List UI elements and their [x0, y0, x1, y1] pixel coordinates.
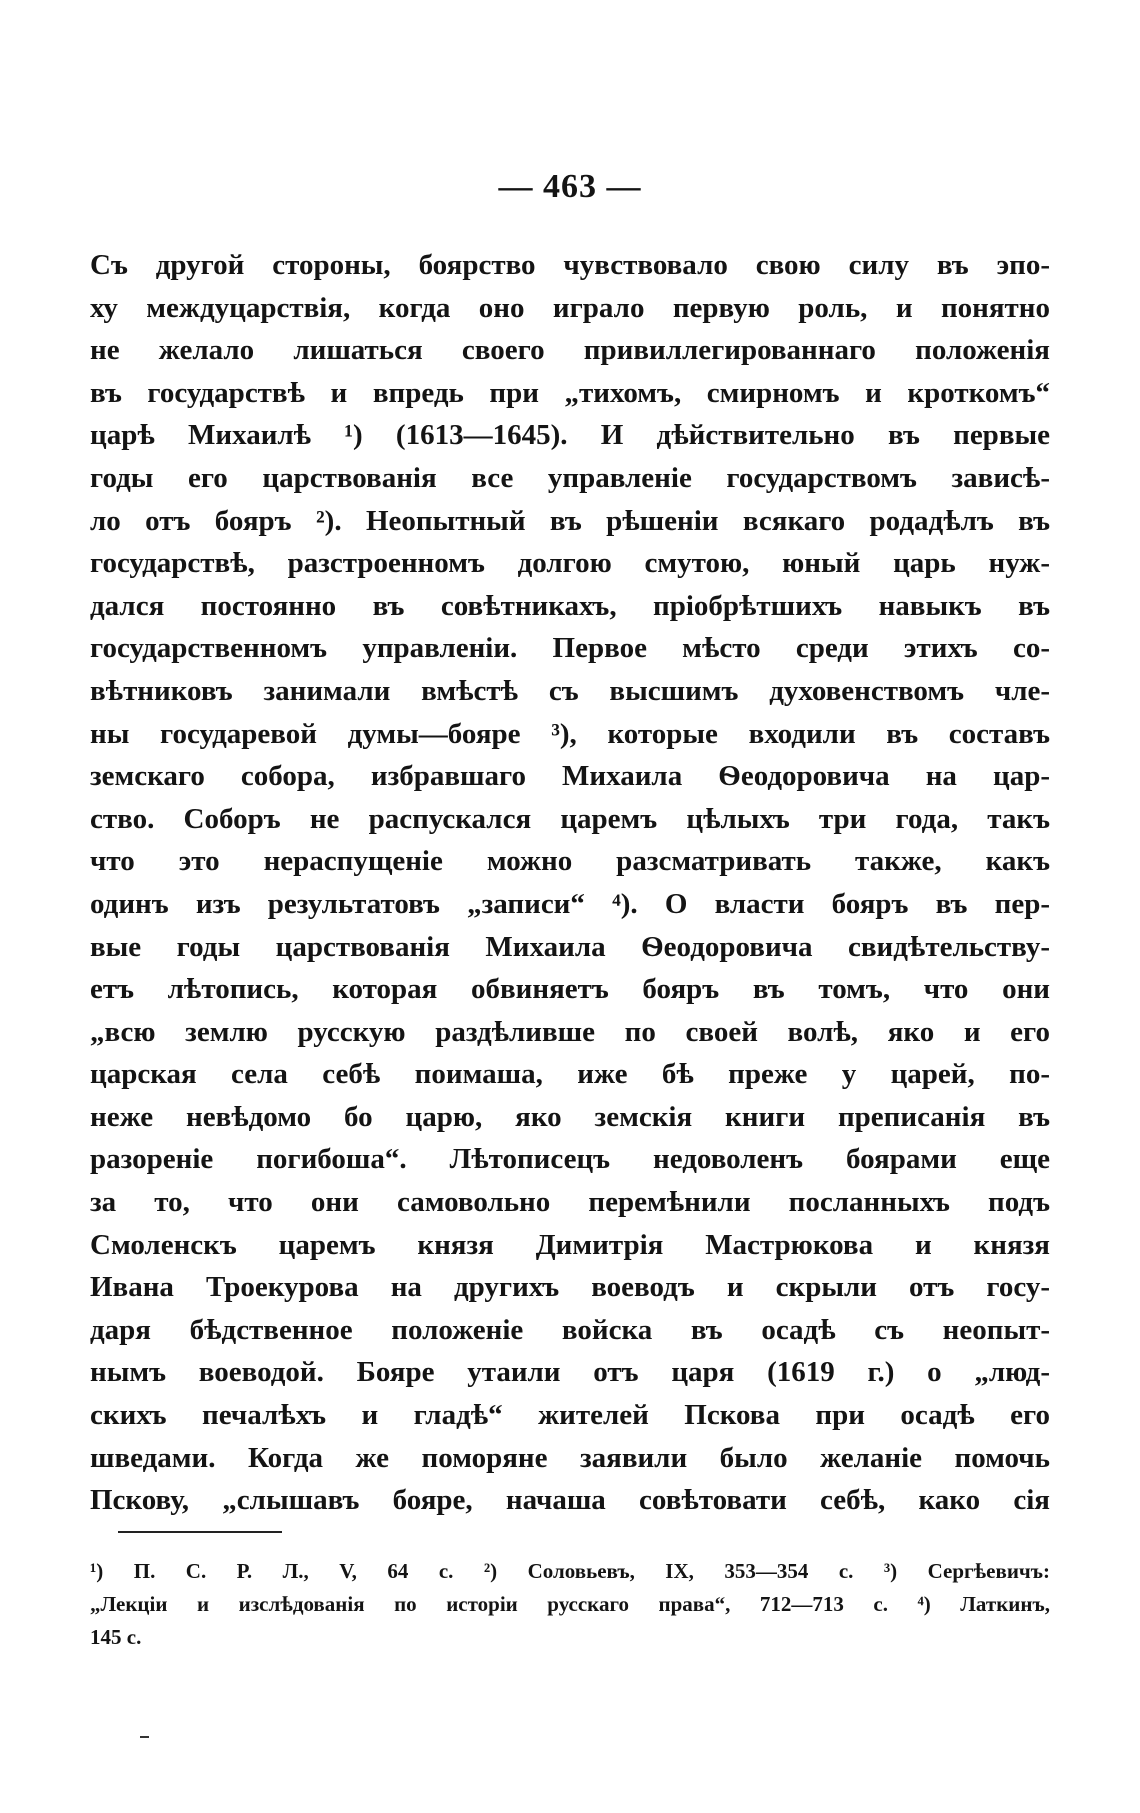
- text-line: „всю землю русскую раздѣливше по своей волѣ, яко и его: [90, 1015, 1050, 1048]
- text-line: вые годы царствованія Михаила Ѳеодоровича свидѣтельству-: [90, 930, 1050, 963]
- text-line: ство. Соборъ не распускался царемъ цѣлыхъ три года, такъ: [90, 802, 1050, 835]
- text-line: даря бѣдственное положеніе войска въ осадѣ съ неопыт-: [90, 1313, 1050, 1346]
- text-line: не желало лишаться своего привиллегированнаго положенія: [90, 334, 1050, 367]
- text-line: разореніе погибоша“. Лѣтописецъ недоволенъ боярами еще: [90, 1143, 1050, 1176]
- text-line: скихъ печалѣхъ и гладѣ“ жителей Пскова при осадѣ его: [90, 1399, 1050, 1432]
- text-line: Пскову, „слышавъ бояре, начаша совѣтовати себѣ, како сія: [90, 1484, 1050, 1517]
- text-line: дался постоянно въ совѣтникахъ, пріобрѣтшихъ навыкъ въ: [90, 589, 1050, 622]
- footnotes: [90, 1555, 1050, 1654]
- text-line: неже невѣдомо бо царю, яко земскія книги преписанія въ: [90, 1100, 1050, 1133]
- text-line: одинъ изъ результатовъ „записи“ ⁴). О власти бояръ въ пер-: [90, 887, 1050, 920]
- text-line: нымъ воеводой. Бояре утаили отъ царя (1619 г.) о „люд-: [90, 1356, 1050, 1389]
- text-line: ны государевой думы—бояре ³), которые входили въ составъ: [90, 717, 1050, 750]
- text-line: шведами. Когда же поморяне заявили было желаніе помочь: [90, 1441, 1050, 1474]
- text-line: государственномъ управленіи. Первое мѣсто среди этихъ со-: [90, 632, 1050, 665]
- text-line: ху междуцарствія, когда оно играло первую роль, и понятно: [90, 291, 1050, 324]
- footnote-divider: [118, 1531, 282, 1533]
- text-line: что это нераспущеніе можно разсматривать также, какъ: [90, 845, 1050, 878]
- text-line: ло отъ бояръ ²). Неопытный въ рѣшеніи всякаго родадѣлъ въ: [90, 504, 1050, 537]
- text-line: за то, что они самовольно перемѣнили посланныхъ подъ: [90, 1186, 1050, 1219]
- text-line: годы его царствованія все управленіе государствомъ зависѣ-: [90, 461, 1050, 494]
- text-line: государствѣ, разстроенномъ долгою смутою, юный царь нуж-: [90, 547, 1050, 580]
- footnote-line: ¹) П. С. Р. Л., V, 64 с. ²) Соловьевъ, IX, 353—354 с. ³) Сергѣевичъ:: [90, 1559, 1050, 1583]
- footnote-line: „Лекціи и изслѣдованія по исторіи русскаго права“, 712—713 с. ⁴) Латкинъ,: [90, 1592, 1050, 1616]
- text-line: Смоленскъ царемъ князя Димитрія Мастрюкова и князя: [90, 1228, 1050, 1261]
- text-line: земскаго собора, избравшаго Михаила Ѳеодоровича на цар-: [90, 760, 1050, 793]
- print-mark: [140, 1736, 149, 1738]
- page-number: — 463 —: [498, 168, 642, 205]
- text-line: Съ другой стороны, боярство чувствовало свою силу въ эпо-: [90, 249, 1050, 281]
- text-line: етъ лѣтопись, которая обвиняетъ бояръ въ томъ, что они: [90, 973, 1050, 1006]
- footnote-line: 145 с.: [90, 1625, 142, 1649]
- text-line: царѣ Михаилѣ ¹) (1613—1645). И дѣйствительно въ первые: [90, 419, 1050, 452]
- text-line: царская села себѣ поимаша, иже бѣ преже у царей, по-: [90, 1058, 1050, 1091]
- text-line: Ивана Троекурова на другихъ воеводъ и скрыли отъ госу-: [90, 1271, 1050, 1304]
- body-text: [90, 244, 1050, 1522]
- text-line: въ государствѣ и впредь при „тихомъ, смирномъ и кроткомъ“: [90, 376, 1050, 409]
- text-line: вѣтниковъ занимали вмѣстѣ съ высшимъ духовенствомъ чле-: [90, 674, 1050, 707]
